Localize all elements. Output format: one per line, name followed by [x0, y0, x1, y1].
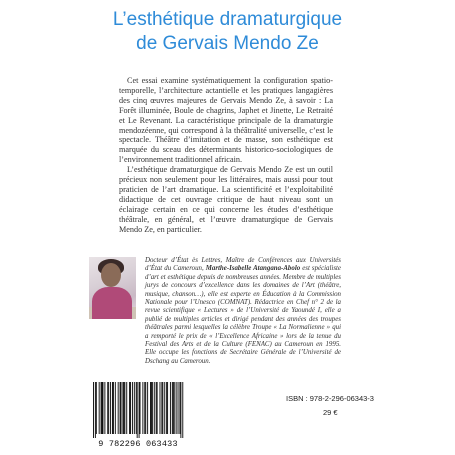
barcode-bar	[110, 382, 111, 434]
barcode-bar	[126, 382, 127, 434]
barcode-bar	[173, 382, 174, 434]
barcode-bar	[180, 382, 181, 438]
photo-face	[101, 263, 121, 287]
barcode-bar	[95, 382, 96, 438]
barcode-bar	[179, 382, 180, 434]
barcode-bar	[101, 382, 102, 434]
barcode-bar	[104, 382, 105, 434]
barcode-bar	[167, 382, 168, 434]
price-label: 29 €	[323, 408, 338, 417]
barcode-bar	[178, 382, 179, 434]
barcode-bar	[121, 382, 122, 434]
barcode-bar	[122, 382, 123, 434]
barcode-bar	[139, 382, 140, 438]
barcode-bar	[112, 382, 113, 434]
summary-paragraph-2: L’esthétique dramaturgique de Gervais Mendo Ze est un outil précieux non seulement pour les littéraires, mais aussi pour tout praticien de l’art dramatique. La scientificité et l’exploitabilité didactique de cet ouvrage critique de haut niveau sont un éclairage certain en ce qui concerne les études d’esthétique théâtrale, en général, et l’œuvre dramaturgique de Gervais Mendo Ze, en particulier.	[119, 165, 333, 234]
barcode-bar	[107, 382, 108, 434]
barcode-bar	[156, 382, 157, 434]
barcode-bar	[157, 382, 158, 434]
barcode-bar	[108, 382, 109, 434]
barcode-bar	[115, 382, 116, 434]
barcode-bar	[154, 382, 155, 434]
barcode-bar	[102, 382, 103, 434]
barcode-bar	[123, 382, 124, 434]
summary-paragraph-1: Cet essai examine systématiquement la configuration spatio-temporelle, l’architecture actantielle et les pratiques langagières des cinq œuvres majeures de Gervais Mendo Ze, à savoir : La Forêt illuminée, Boule de chagrins, Japhet et Jinette, Le Retraité et Le Revenant. La caractéristique principale de la dramaturgie mendozéenne, qui correspond à la théâtralité universelle, c’est le spectacle. Théâtre d’imitation et de masse, son esthétique est marquée du sceau des déterminants historico-sociologiques de l’environnement traditionnel africain.	[119, 76, 333, 165]
barcode-bar	[147, 382, 148, 434]
barcode-bar	[118, 382, 119, 434]
barcode-bar	[99, 382, 100, 434]
bio-intro: Docteur d’État ès Lettres, Maître de Conférences aux Universités d’État du Cameroun,	[145, 257, 341, 273]
barcode-bar	[144, 382, 145, 434]
barcode-bar	[162, 382, 163, 434]
barcode-bar	[140, 382, 141, 434]
barcode-bar	[96, 382, 97, 434]
barcode-bar	[134, 382, 135, 434]
barcode-bar	[93, 382, 94, 438]
bio-author-name: Marthe-Isabelle Atangana-Abolo	[205, 265, 301, 273]
isbn-label: ISBN : 978-2-296-06343-3	[286, 394, 374, 403]
barcode-bar	[170, 382, 171, 434]
barcode-bar	[174, 382, 175, 434]
author-bio	[145, 257, 341, 366]
barcode-bar	[137, 382, 138, 438]
barcode-bar	[150, 382, 151, 434]
barcode-bar	[160, 382, 161, 434]
barcode-bar	[103, 382, 104, 434]
barcode-bar	[145, 382, 146, 434]
author-photo	[89, 257, 136, 319]
barcode-bar	[161, 382, 162, 434]
barcode-bar	[172, 382, 173, 434]
barcode-bar	[142, 382, 143, 434]
barcode-bar	[182, 382, 183, 438]
barcode-bar	[130, 382, 131, 434]
barcode-bar	[129, 382, 130, 434]
title-line-1: L’esthétique dramaturgique	[112, 9, 343, 30]
summary-text	[119, 76, 333, 235]
barcode-bar	[120, 382, 121, 434]
barcode-bar	[113, 382, 114, 434]
title-line-2: de Gervais Mendo Ze	[136, 33, 319, 54]
barcode-bar	[124, 382, 125, 434]
barcode-bars	[90, 382, 186, 438]
barcode-digits: 9 782296 063433	[98, 439, 178, 449]
barcode	[90, 382, 186, 452]
barcode-bar	[164, 382, 165, 434]
barcode-bar	[132, 382, 133, 434]
book-title	[0, 8, 455, 56]
barcode-bar	[136, 382, 137, 434]
barcode-bar	[166, 382, 167, 434]
barcode-bar	[176, 382, 177, 434]
barcode-bar	[152, 382, 153, 434]
barcode-bar	[151, 382, 152, 434]
bio-rest: est spécialiste d’art et esthétique depuis de nombreuses années. Membre de multiples jurys de concours d’excellence dans les domaines de l’Art (théâtre, musique, chanson…), elle est experte en Éducation à la Commission Nationale pour l’Unesco (COMNAT). Rédactrice en Chef n° 2 de la revue scientifique « Lectures » de l’Université de Yaoundé I, elle a publié de multiples articles et dirigé pendant des années des troupes théâtrales parmi lesquelles la célèbre Troupe « La Normalienne » qui a remporté le prix de « l’Excellence Africaine » lors de la tenue du Festival des Arts et de la Culture (FENAC) au Cameroun en 1995. Elle occupe les fonctions de Secrétaire Générale de l’Université de Dschang au Cameroun.	[145, 265, 341, 365]
photo-torso	[92, 287, 132, 319]
